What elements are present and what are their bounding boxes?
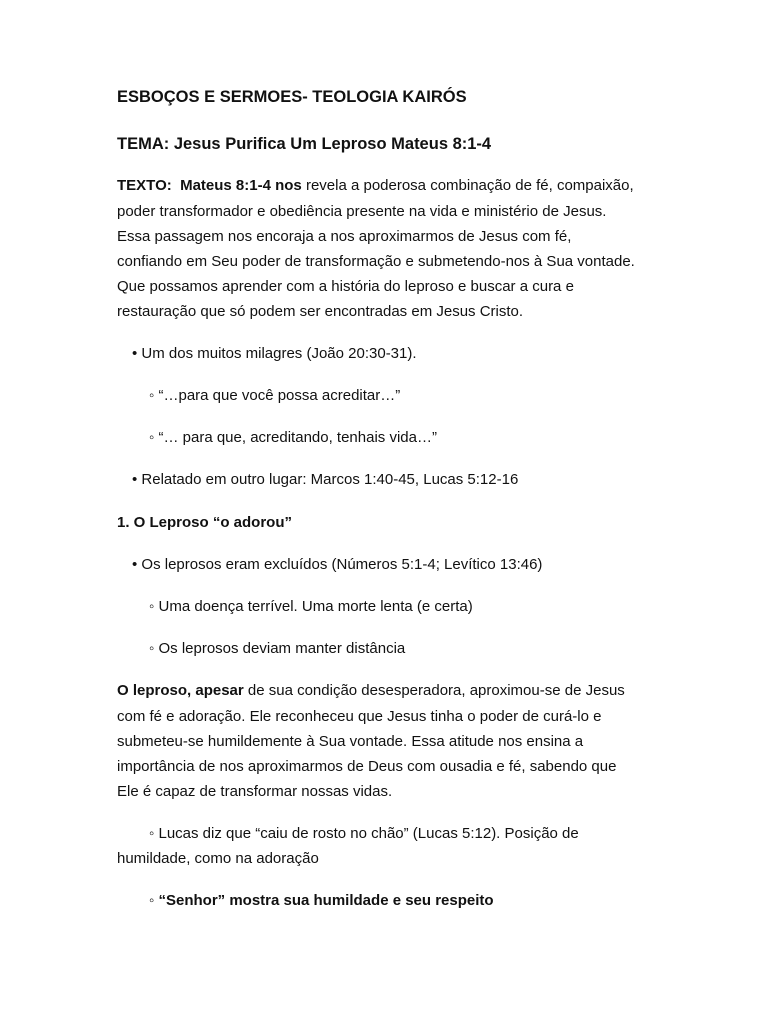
texto-line-5: Que possamos aprender com a história do leproso e buscar a cura e bbox=[117, 278, 574, 295]
paragraph-line-1 bbox=[117, 682, 625, 699]
paragraph-line-3: submeteu-se humildemente à Sua vontade. Essa atitude nos ensina a bbox=[117, 733, 584, 750]
texto-reference: Mateus 8:1-4 nos bbox=[180, 177, 302, 194]
document-title: ESBOÇOS E SERMOES- TEOLOGIA KAIRÓS bbox=[117, 88, 467, 106]
paragraph-line-2: com fé e adoração. Ele reconheceu que Jesus tinha o poder de curá-lo e bbox=[117, 708, 602, 725]
bullet-relatado: • Relatado em outro lugar: Marcos 1:40-45, Lucas 5:12-16 bbox=[132, 471, 519, 488]
texto-line-4: confiando em Seu poder de transformação e submetendo-nos à Sua vontade. bbox=[117, 253, 635, 270]
paragraph-line-1-text: de sua condição desesperadora, aproximou-se de Jesus bbox=[243, 682, 625, 699]
paragraph-line-4: importância de nos aproximarmos de Deus com ousadia e fé, sabendo que bbox=[117, 758, 617, 775]
subbullet-acreditar: ◦ “…para que você possa acreditar…” bbox=[149, 387, 401, 404]
bullet-milagres: • Um dos muitos milagres (João 20:30-31). bbox=[132, 345, 417, 362]
section-heading-leproso: 1. O Leproso “o adorou” bbox=[117, 514, 293, 531]
paragraph-bold-start: O leproso, apesar bbox=[117, 682, 244, 699]
texto-line-2: poder transformador e obediência presente na vida e ministério de Jesus. bbox=[117, 203, 607, 220]
texto-line-1 bbox=[117, 177, 634, 194]
subbullet-lucas-continued: humildade, como na adoração bbox=[117, 850, 319, 867]
texto-line-1-text: revela a poderosa combinação de fé, compaixão, bbox=[301, 177, 634, 194]
bullet-excluidos: • Os leprosos eram excluídos (Números 5:1-4; Levítico 13:46) bbox=[132, 556, 543, 573]
subbullet-lucas: ◦ Lucas diz que “caiu de rosto no chão” (Lucas 5:12). Posição de bbox=[149, 825, 579, 842]
subbullet-doenca: ◦ Uma doença terrível. Uma morte lenta (e certa) bbox=[149, 598, 473, 615]
texto-line-6: restauração que só podem ser encontradas em Jesus Cristo. bbox=[117, 303, 524, 320]
sermon-theme: TEMA: Jesus Purifica Um Leproso Mateus 8:1-4 bbox=[117, 135, 492, 153]
texto-line-3: Essa passagem nos encoraja a nos aproximarmos de Jesus com fé, bbox=[117, 228, 572, 245]
paragraph-line-5: Ele é capaz de transformar nossas vidas. bbox=[117, 783, 393, 800]
subbullet-senhor: ◦ “Senhor” mostra sua humildade e seu respeito bbox=[149, 892, 494, 909]
subbullet-tenhais-vida: ◦ “… para que, acreditando, tenhais vida…” bbox=[149, 429, 437, 446]
subbullet-distancia: ◦ Os leprosos deviam manter distância bbox=[149, 640, 406, 657]
texto-label: TEXTO: bbox=[117, 177, 172, 194]
